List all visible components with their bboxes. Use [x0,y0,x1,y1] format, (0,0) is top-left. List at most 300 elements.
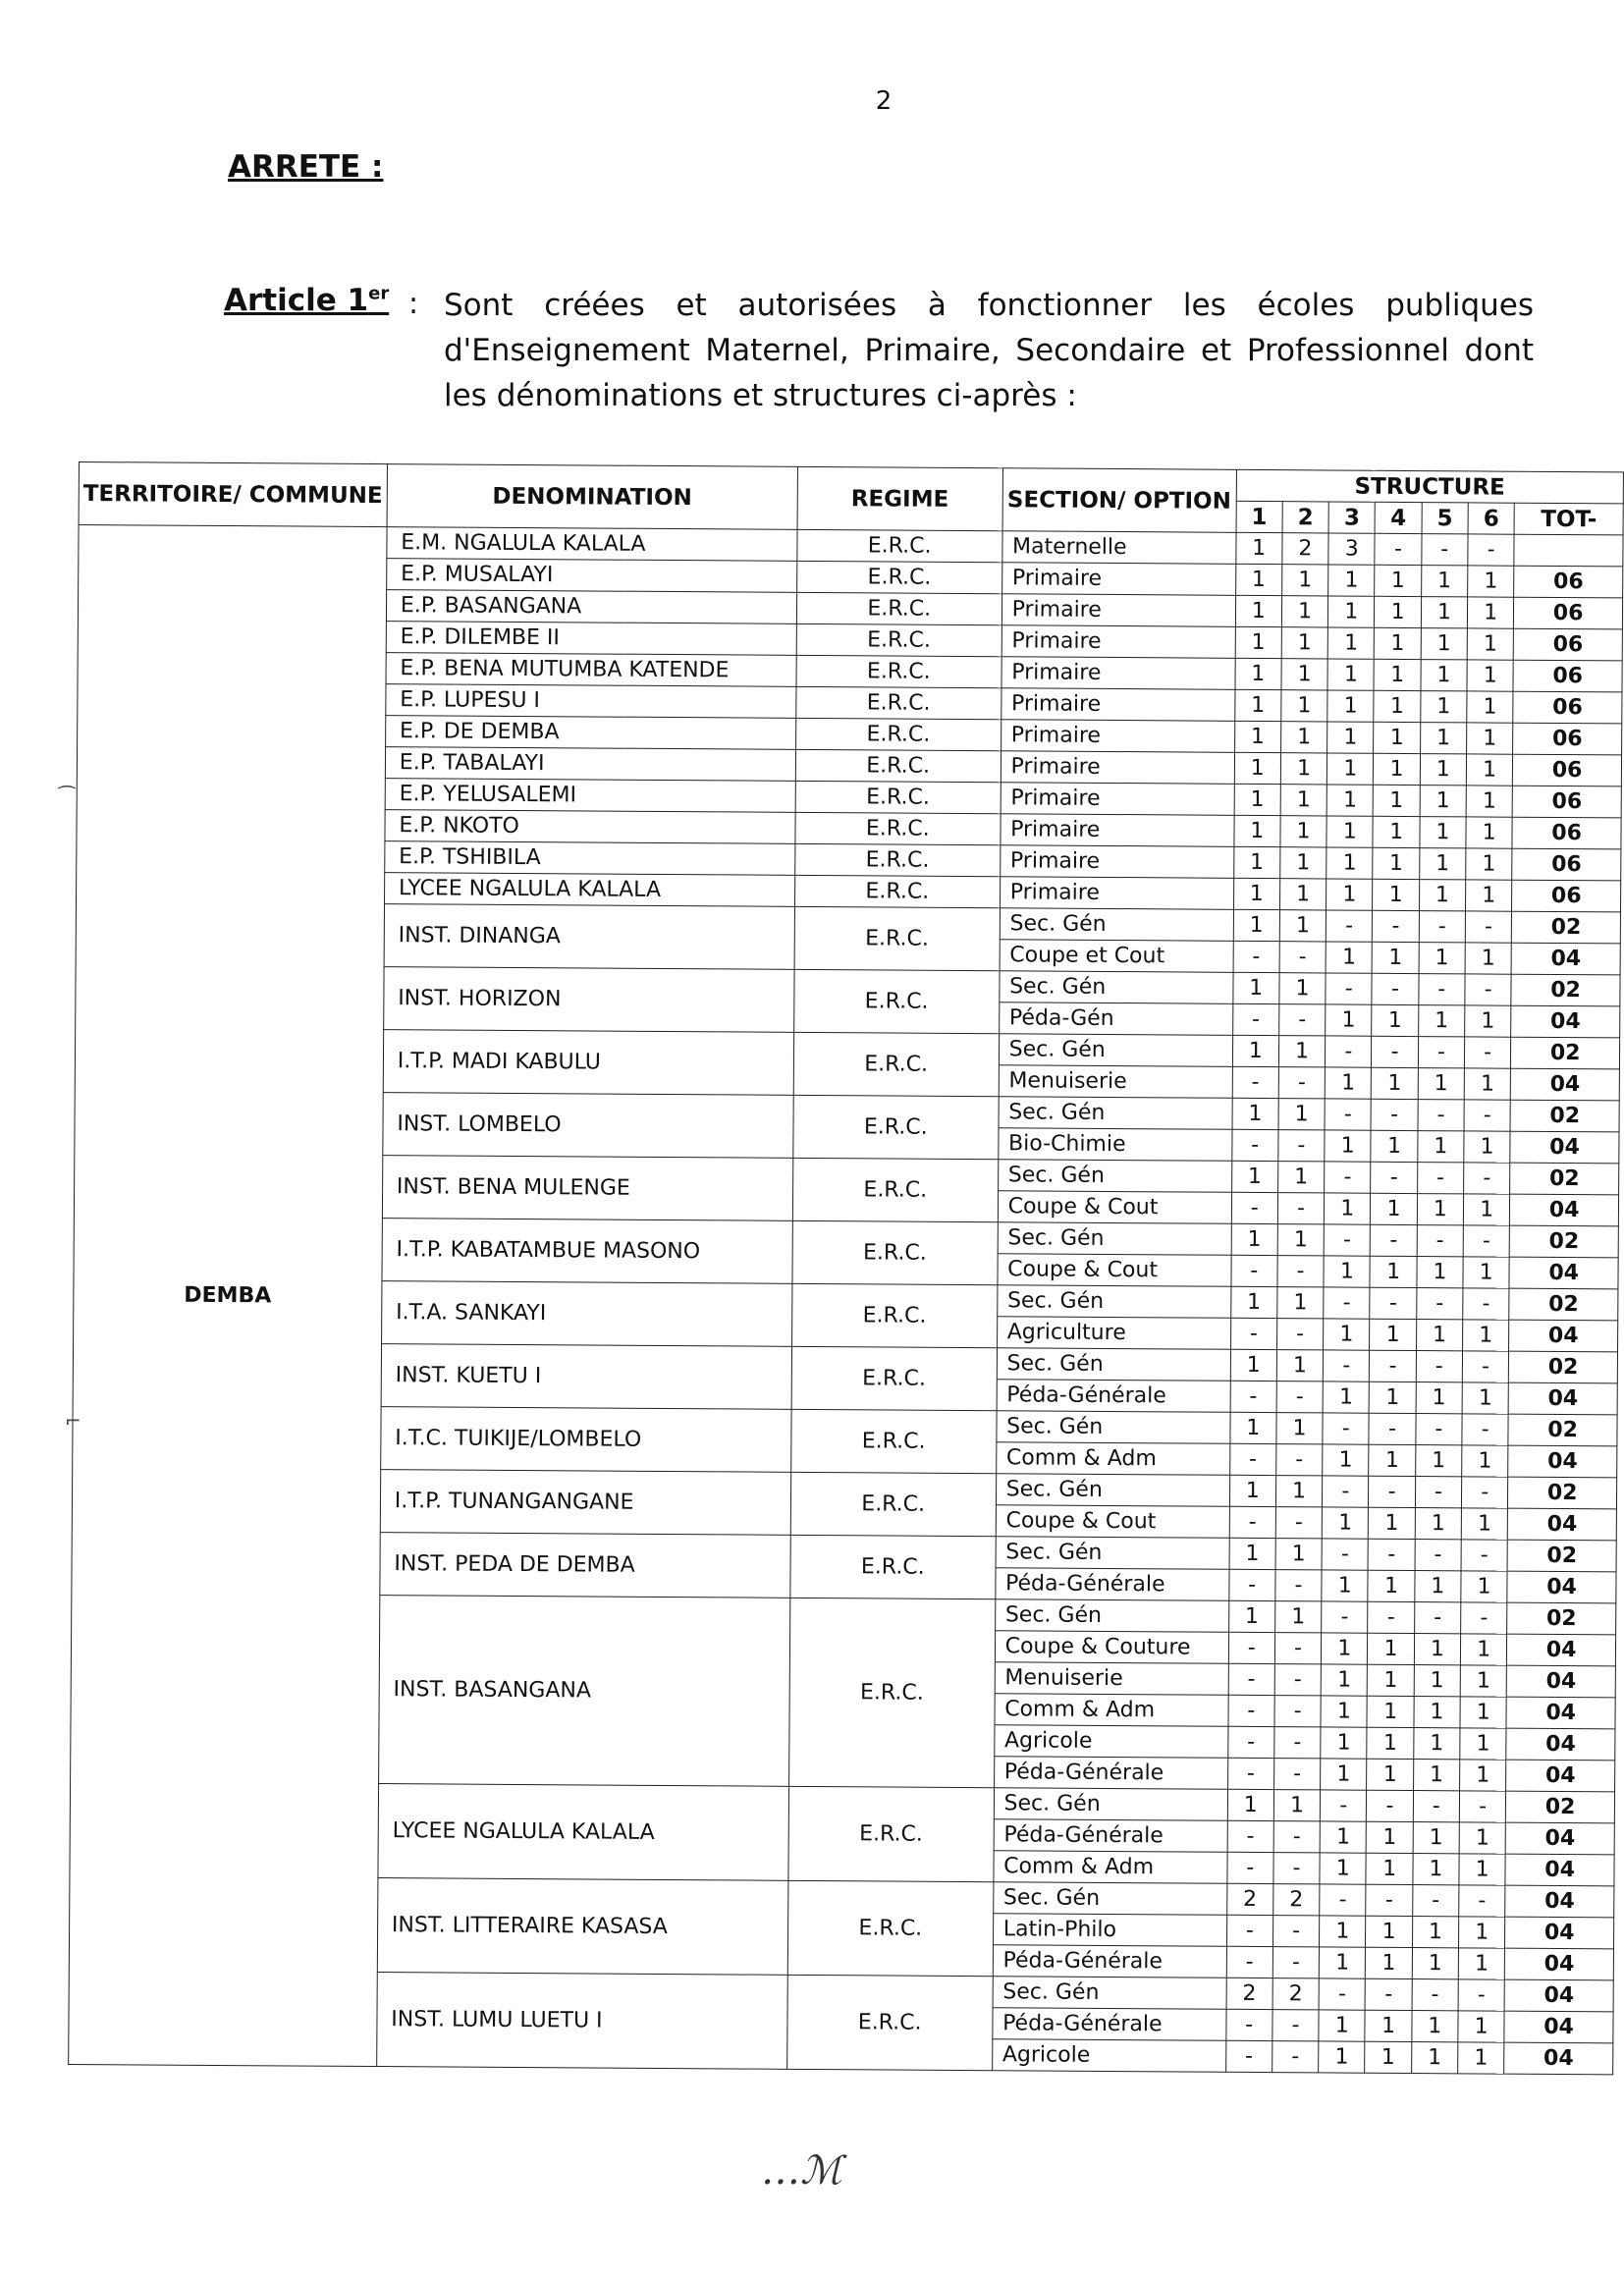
structure-year-3: - [1326,1036,1372,1067]
school-name: INST. PEDA DE DEMBA [380,1533,790,1599]
structure-total: 06 [1513,691,1622,724]
structure-year-5: 1 [1420,786,1466,817]
structure-total [1514,534,1623,567]
structure-year-2: - [1274,1633,1321,1664]
structure-year-3: 1 [1327,753,1374,785]
structure-year-2: 1 [1281,690,1327,722]
structure-year-6: - [1464,1100,1510,1131]
school-regime: E.R.C. [793,969,999,1033]
structure-year-2: - [1274,1727,1321,1759]
structure-year-5: 1 [1415,1571,1461,1602]
school-regime: E.R.C. [792,1158,998,1221]
structure-year-5: 1 [1417,1257,1463,1288]
structure-year-2: 1 [1281,596,1327,627]
structure-year-3: 1 [1322,1633,1368,1664]
school-regime: E.R.C. [797,529,1002,562]
header-col-5: 5 [1422,503,1468,534]
section-option: Sec. Gén [997,1411,1230,1444]
structure-year-1: - [1230,1318,1276,1349]
school-name: LYCEE NGALULA KALALA [384,873,794,907]
school-regime: E.R.C. [795,812,1001,844]
section-option: Latin-Philo [993,1914,1226,1947]
structure-year-1: 1 [1235,564,1281,595]
school-regime: E.R.C. [791,1409,997,1473]
school-name: E.P. TABALAYI [385,747,795,782]
structure-year-4: - [1370,1350,1416,1382]
school-name: INST. DINANGA [384,904,794,970]
structure-total: 04 [1505,1948,1614,1980]
structure-total: 04 [1504,1979,1613,2012]
structure-year-4: - [1371,1162,1417,1193]
structure-year-3: 1 [1321,1759,1367,1790]
structure-year-5: 1 [1415,1445,1461,1477]
structure-year-5: - [1412,1979,1458,2011]
structure-year-4: - [1371,1224,1417,1256]
section-option: Sec. Gén [993,1977,1226,2010]
section-option: Coupe & Couture [995,1631,1228,1664]
structure-year-5: - [1415,1540,1461,1571]
section-option: Péda-Générale [994,1819,1227,1853]
structure-year-5: 1 [1421,691,1467,723]
section-option: Primaire [1000,845,1233,879]
structure-year-5: 1 [1411,2042,1457,2074]
structure-year-2: 2 [1282,533,1328,565]
structure-year-4: 1 [1375,565,1421,596]
structure-year-1: - [1231,1129,1277,1161]
structure-total: 02 [1510,1100,1619,1132]
structure-year-2: 1 [1277,1162,1324,1193]
structure-year-4: 1 [1374,722,1420,753]
structure-year-2: 2 [1272,1978,1319,2010]
school-name: INST. LITTERAIRE KASASA [377,1878,788,1976]
structure-year-5: - [1417,1163,1463,1194]
section-option: Bio-Chimie [998,1128,1231,1162]
structure-year-3: 1 [1325,1067,1371,1099]
structure-year-3: 1 [1320,1821,1366,1853]
structure-year-6: 1 [1460,1760,1506,1791]
structure-year-2: 1 [1276,1350,1323,1382]
section-option: Primaire [1001,751,1234,785]
structure-year-5: 1 [1421,566,1467,597]
structure-year-2: 1 [1275,1601,1322,1633]
school-name: LYCEE NGALULA KALALA [378,1784,789,1881]
structure-year-6: - [1459,1885,1505,1917]
structure-year-6: 1 [1462,1382,1508,1414]
structure-year-4: - [1371,1099,1417,1130]
structure-year-2: - [1279,1004,1326,1036]
structure-year-3: 1 [1327,627,1374,659]
school-regime: E.R.C. [786,1975,992,2070]
structure-year-1: 2 [1226,1883,1272,1915]
section-option: Péda-Générale [993,2008,1226,2041]
structure-year-2: 1 [1281,627,1327,659]
structure-total: 06 [1512,848,1621,881]
section-option: Primaire [1000,877,1233,910]
structure-year-3: 3 [1328,533,1375,565]
structure-year-1: 1 [1233,878,1279,909]
structure-year-4: - [1366,1978,1412,2010]
structure-year-6: 1 [1463,1194,1509,1225]
structure-year-6: - [1465,911,1511,943]
structure-year-6: - [1462,1414,1508,1445]
structure-year-5: 1 [1412,1948,1458,1979]
schools-table-wrapper [68,461,1624,2075]
structure-year-6: 1 [1460,1697,1506,1728]
structure-year-3: 1 [1326,1004,1372,1036]
structure-year-6: 1 [1467,723,1513,754]
structure-year-5: 1 [1412,2011,1458,2042]
structure-year-5: 1 [1418,1131,1464,1163]
structure-year-6: 1 [1458,2011,1504,2042]
structure-year-3: 1 [1324,1256,1370,1287]
structure-year-5: - [1416,1351,1462,1382]
structure-year-3: - [1324,1287,1370,1319]
structure-year-2: - [1277,1193,1324,1224]
header-col-6: 6 [1468,503,1514,534]
school-regime: E.R.C. [795,718,1001,750]
school-name: E.M. NGALULA KALALA [387,527,797,562]
school-name: E.P. MUSALAYI [387,559,797,593]
structure-year-6: - [1463,1225,1509,1257]
structure-year-6: 1 [1466,754,1512,786]
structure-year-1: - [1226,1915,1272,1946]
structure-year-4: 1 [1369,1444,1415,1476]
structure-year-1: - [1225,2009,1272,2040]
structure-year-5: 1 [1416,1320,1462,1351]
structure-year-3: 1 [1325,1130,1371,1162]
structure-year-4: - [1368,1601,1414,1633]
structure-total: 04 [1510,1131,1619,1164]
section-option: Sec. Gén [995,1599,1228,1633]
structure-total: 06 [1513,660,1622,692]
structure-year-3: 1 [1325,1193,1371,1224]
structure-year-1: 1 [1234,752,1280,784]
structure-year-1: - [1228,1569,1274,1600]
section-option: Sec. Gén [998,1222,1231,1256]
structure-year-6: 1 [1460,1728,1506,1760]
structure-year-5: 1 [1419,880,1465,911]
margin-mark: ⌐ [65,1409,81,1433]
structure-year-3: 1 [1322,1507,1368,1539]
structure-total: 04 [1506,1728,1615,1761]
school-name: E.P. LUPESU I [386,684,796,719]
structure-year-4: 1 [1373,942,1419,973]
structure-year-4: 1 [1371,1130,1417,1162]
section-option: Comm & Adm [994,1851,1227,1884]
structure-year-6: 1 [1460,1634,1506,1665]
header-regime: REGIME [797,466,1002,530]
structure-year-3: 1 [1326,942,1372,973]
structure-year-6: 1 [1458,2042,1504,2074]
structure-year-1: - [1229,1443,1275,1475]
structure-year-4: 1 [1368,1570,1414,1601]
structure-year-2: 1 [1281,659,1327,690]
structure-year-2: - [1276,1319,1323,1350]
structure-year-4: 1 [1375,596,1421,627]
structure-total: 04 [1509,1257,1618,1289]
header-denomination: DENOMINATION [387,464,797,530]
school-regime: E.R.C. [796,592,1001,624]
structure-year-3: 1 [1319,2041,1365,2073]
section-option: Sec. Gén [993,1882,1226,1916]
structure-year-1: 1 [1231,1161,1277,1192]
structure-year-4: 1 [1370,1382,1416,1413]
structure-year-2: 1 [1280,753,1326,785]
structure-year-4: - [1367,1790,1413,1821]
structure-year-4: 1 [1369,1507,1415,1539]
school-name: I.T.P. KABATAMBUE MASONO [382,1219,792,1284]
structure-year-4: 1 [1368,1633,1414,1664]
structure-year-6: 1 [1459,1854,1505,1885]
structure-year-4: - [1370,1287,1416,1319]
structure-year-5: 1 [1414,1665,1460,1697]
school-name: E.P. NKOTO [385,810,795,844]
structure-year-5: 1 [1416,1382,1462,1414]
structure-total: 02 [1511,974,1620,1006]
structure-year-1: - [1232,1066,1278,1098]
structure-total: 02 [1509,1351,1618,1383]
structure-year-2: 1 [1277,1287,1324,1319]
structure-year-3: 1 [1319,1947,1365,1978]
structure-year-2: - [1274,1664,1321,1696]
structure-year-4: - [1368,1539,1414,1570]
section-option: Péda-Générale [997,1380,1230,1413]
structure-year-1: 1 [1230,1286,1276,1318]
structure-year-5: 1 [1419,943,1465,974]
structure-year-1: 1 [1235,532,1281,564]
structure-year-6: - [1468,534,1514,566]
school-regime: E.R.C. [794,875,1000,907]
structure-year-1: - [1227,1852,1273,1883]
structure-year-2: - [1275,1507,1322,1539]
section-option: Comm & Adm [996,1442,1229,1476]
structure-year-3: 1 [1326,879,1373,910]
structure-year-6: 1 [1468,566,1514,597]
school-regime: E.R.C. [795,749,1001,782]
structure-year-1: - [1228,1695,1274,1726]
structure-year-6: - [1461,1477,1507,1508]
article-label [224,283,389,318]
section-option: Primaire [1001,594,1235,627]
section-option: Coupe & Cout [996,1505,1229,1539]
schools-table-body [69,525,1623,2075]
structure-total: 02 [1511,1037,1620,1069]
section-option: Agricole [994,1725,1227,1759]
structure-year-4: 1 [1372,1067,1418,1099]
structure-year-6: - [1458,1979,1504,2011]
structure-year-1: - [1231,1192,1277,1223]
structure-year-2: 1 [1279,973,1326,1004]
structure-year-5: 1 [1421,597,1467,628]
structure-year-6: 1 [1462,1445,1508,1477]
structure-year-5: 1 [1419,848,1465,880]
structure-year-2: 1 [1277,1224,1324,1256]
structure-year-1: - [1227,1758,1273,1789]
structure-year-2: - [1278,1067,1325,1099]
structure-year-4: 1 [1370,1256,1416,1287]
structure-year-4: 1 [1366,1853,1412,1884]
structure-year-1: - [1227,1820,1273,1852]
structure-total: 04 [1505,1854,1614,1886]
structure-year-5: 1 [1413,1728,1459,1760]
structure-year-5: - [1414,1602,1460,1634]
structure-year-2: 1 [1275,1476,1322,1507]
structure-year-6: - [1465,974,1511,1005]
structure-year-2: - [1273,1821,1320,1853]
structure-year-1: 1 [1234,721,1280,752]
structure-year-2: - [1272,2041,1319,2073]
structure-year-3: 1 [1323,1444,1369,1476]
structure-year-6: 1 [1464,1131,1510,1163]
structure-year-2: - [1278,1130,1325,1162]
structure-year-3: 1 [1327,690,1374,722]
structure-year-2: - [1272,1947,1319,1978]
school-regime: E.R.C. [796,655,1001,687]
structure-year-3: 1 [1320,1916,1366,1947]
structure-year-4: 1 [1371,1193,1417,1224]
structure-year-5: 1 [1420,723,1466,754]
header-col-4: 4 [1375,502,1421,533]
structure-year-2: - [1279,942,1326,973]
structure-year-1: 1 [1230,1412,1276,1443]
school-name: INST. HORIZON [384,967,794,1033]
structure-year-2: 1 [1276,1413,1323,1444]
structure-year-3: 1 [1321,1727,1367,1759]
article-text: Sont créées et autorisées à fonctionner les écoles publiques d'Enseignement Maternel, Primaire, Secondaire et Professionnel dont les dénominations et structures ci-après : [444,288,1534,413]
structure-year-6: 1 [1460,1665,1506,1697]
structure-year-5: 1 [1420,754,1466,786]
school-regime: E.R.C. [787,1880,993,1976]
structure-year-2: 1 [1275,1539,1322,1570]
structure-year-4: 1 [1366,1947,1412,1978]
structure-year-4: 1 [1367,1727,1413,1759]
section-option: Péda-Générale [995,1568,1228,1601]
structure-year-3: - [1323,1476,1369,1507]
header-structure: STRUCTURE [1236,469,1624,504]
structure-year-2: 1 [1280,816,1326,847]
structure-year-4: 1 [1374,659,1420,690]
structure-year-3: 1 [1321,1696,1367,1727]
structure-year-2: 1 [1280,847,1326,879]
structure-total: 02 [1507,1602,1616,1635]
structure-total: 02 [1508,1477,1617,1509]
structure-year-6: 1 [1466,880,1512,911]
structure-year-1: 1 [1230,1349,1276,1381]
structure-year-3: - [1325,1099,1371,1130]
school-regime: E.R.C. [791,1283,997,1347]
school-regime: E.R.C. [790,1472,996,1536]
structure-year-4: - [1369,1413,1415,1444]
structure-year-5: 1 [1421,660,1467,691]
structure-total: 06 [1514,597,1623,629]
section-option: Agricole [992,2039,1225,2073]
structure-year-3: 1 [1323,1382,1369,1413]
section-option: Sec. Gén [996,1537,1229,1570]
structure-year-1: 1 [1235,658,1281,689]
structure-total: 04 [1508,1508,1617,1541]
section-option: Menuiserie [999,1065,1232,1099]
structure-year-3: - [1326,973,1372,1004]
structure-total: 02 [1510,1163,1619,1195]
structure-year-3: 1 [1327,659,1374,690]
structure-year-2: 1 [1282,565,1328,596]
school-name: I.T.P. TUNANGANGANE [380,1470,790,1536]
structure-year-3: - [1323,1350,1369,1382]
structure-year-6: 1 [1466,817,1512,848]
structure-year-5: - [1415,1477,1461,1508]
structure-year-6: 1 [1465,1005,1511,1037]
structure-year-2: 1 [1278,1099,1325,1130]
structure-year-6: 1 [1459,1917,1505,1948]
article-colon: : [408,287,419,321]
decree-heading-text: ARRETE : [228,149,384,185]
structure-total: 04 [1508,1382,1617,1415]
section-option: Péda-Générale [994,1757,1227,1790]
school-regime: E.R.C. [796,686,1001,719]
school-name: E.P. TSHIBILA [385,841,795,876]
school-regime: E.R.C. [788,1786,994,1881]
header-col-2: 2 [1282,502,1328,533]
section-option: Primaire [1001,688,1234,722]
school-name: E.P. BASANGANA [386,590,796,624]
structure-year-4: 1 [1375,627,1421,659]
structure-total: 02 [1507,1540,1616,1572]
structure-year-6: 1 [1467,660,1513,691]
structure-year-3: - [1325,1162,1371,1193]
structure-year-5: - [1419,911,1465,943]
structure-year-4: - [1366,1884,1412,1916]
structure-total: 06 [1512,786,1621,818]
structure-year-4: 1 [1373,816,1419,847]
structure-year-6: - [1459,1791,1505,1822]
school-name: E.P. BENA MUTUMBA KATENDE [386,653,796,687]
school-name: INST. LOMBELO [383,1093,793,1159]
structure-year-4: 1 [1374,785,1420,816]
structure-year-4: - [1375,533,1421,565]
decree-heading [228,149,383,185]
structure-year-6: 1 [1465,943,1511,974]
structure-year-6: 1 [1464,1068,1510,1100]
structure-year-1: 1 [1232,1098,1278,1129]
structure-total: 06 [1512,880,1621,912]
structure-year-3: - [1320,1884,1366,1916]
section-option: Sec. Gén [997,1285,1230,1319]
structure-year-6: - [1463,1288,1509,1320]
structure-total: 04 [1507,1634,1616,1666]
school-name: I.T.P. MADI KABULU [383,1030,793,1096]
structure-year-5: 1 [1413,1854,1459,1885]
structure-year-5: - [1416,1414,1462,1445]
header-section: SECTION/ OPTION [1002,468,1236,533]
structure-year-2: 1 [1280,785,1326,816]
structure-total: 04 [1506,1697,1615,1729]
structure-total: 04 [1510,1194,1619,1226]
handwritten-initials: …ℳ [761,2148,842,2194]
structure-year-2: - [1274,1696,1321,1727]
school-name: INST. BENA MULENGE [382,1156,792,1221]
structure-total: 04 [1505,1917,1614,1949]
structure-year-1: - [1231,1255,1277,1286]
structure-year-2: 1 [1279,910,1326,942]
school-name: I.T.A. SANKAYI [381,1281,791,1347]
section-option: Menuiserie [995,1662,1228,1696]
structure-year-3: 1 [1322,1570,1368,1601]
structure-year-2: - [1275,1570,1322,1601]
school-name: E.P. DE DEMBA [385,716,795,750]
header-territoire: TERRITOIRE/ COMMUNE [79,462,387,527]
structure-year-2: - [1276,1382,1323,1413]
structure-year-1: 2 [1226,1978,1272,2009]
